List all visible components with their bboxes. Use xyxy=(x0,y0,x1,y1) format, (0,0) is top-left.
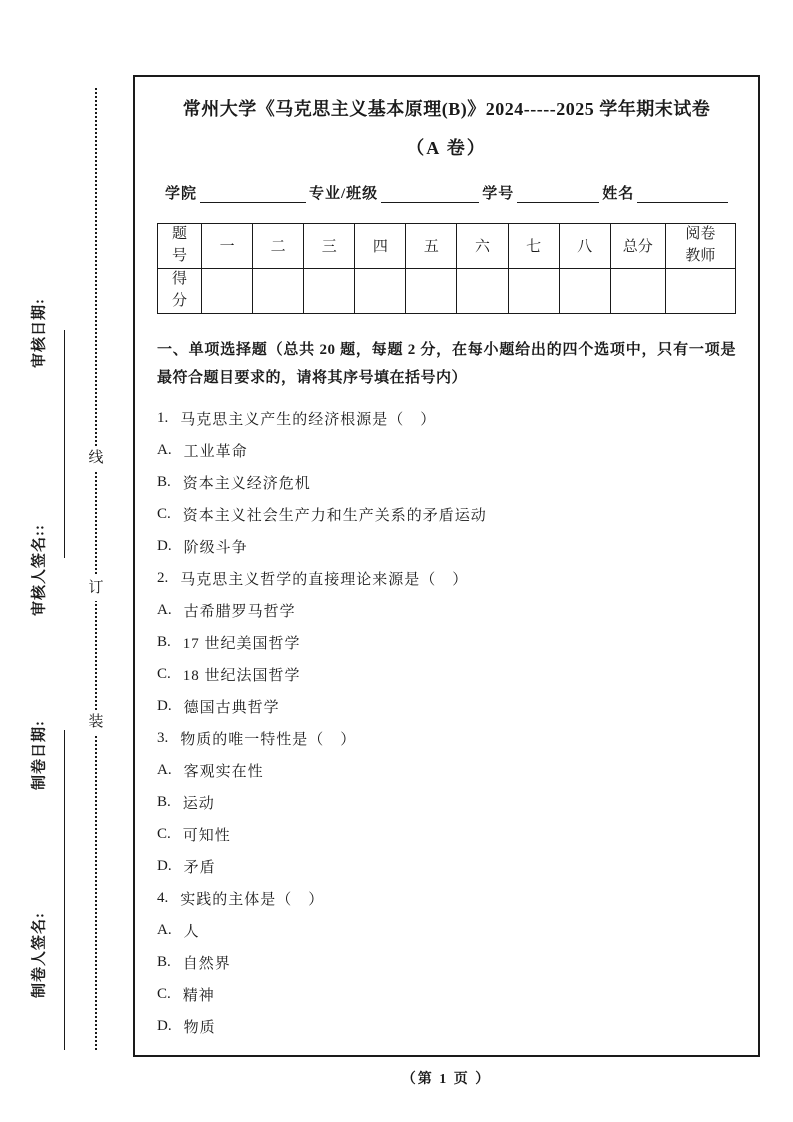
question-option xyxy=(157,851,736,883)
exam-paper xyxy=(133,75,760,1057)
option-label: A. xyxy=(157,602,172,619)
score-row-label: 得分 xyxy=(172,271,188,309)
option-label: D. xyxy=(157,698,172,715)
question-text: 马克思主义哲学的直接理论来源是（ ） xyxy=(180,572,469,589)
question-option xyxy=(157,819,736,851)
question-option xyxy=(157,1011,736,1043)
margin-label-making-date: 制卷日期: xyxy=(31,720,48,790)
grader-header-cell xyxy=(665,223,735,268)
margin-label-maker-signature: 制卷人签名: xyxy=(31,912,48,998)
question-number-header-label: 题号 xyxy=(172,226,188,264)
option-text: 资本主义经济危机 xyxy=(182,476,311,493)
question-option xyxy=(157,691,736,723)
score-cell xyxy=(304,268,355,313)
score-cell xyxy=(253,268,304,313)
signature-line xyxy=(64,330,65,558)
question-option xyxy=(157,595,736,627)
major-class-blank xyxy=(381,183,479,203)
option-label: D. xyxy=(157,538,172,555)
question-option xyxy=(157,947,736,979)
name-label: 姓名 xyxy=(602,185,635,202)
score-table-col-header: 四 xyxy=(355,223,406,268)
option-text: 17 世纪美国哲学 xyxy=(182,636,301,653)
question-option xyxy=(157,531,736,563)
question-option xyxy=(157,467,736,499)
question-option xyxy=(157,627,736,659)
score-table-col-header: 五 xyxy=(406,223,457,268)
option-label: B. xyxy=(157,474,171,491)
margin-label-review-date: 审核日期: xyxy=(31,298,48,368)
question-option xyxy=(157,755,736,787)
option-text: 运动 xyxy=(182,796,215,813)
question-number: 1. xyxy=(157,410,169,427)
question-option xyxy=(157,435,736,467)
section-instructions: 一、单项选择题（总共 20 题，每题 2 分，在每小题给出的四个选项中，只有一项是最符合题目要求的，请将其序号填在括号内） xyxy=(157,341,736,387)
binding-char-bind: 装 xyxy=(87,710,104,735)
option-label: C. xyxy=(157,826,171,843)
margin-label-reviewer-signature: 审核人签名:: xyxy=(31,524,48,616)
question-text: 物质的唯一特性是（ ） xyxy=(180,732,357,749)
option-label: A. xyxy=(157,442,172,459)
binding-char-line: 线 xyxy=(87,446,104,471)
option-label: C. xyxy=(157,986,171,1003)
option-text: 18 世纪法国哲学 xyxy=(182,668,301,685)
question-stem xyxy=(157,403,736,435)
score-cell xyxy=(202,268,253,313)
major-class-label: 专业/班级 xyxy=(309,185,379,202)
score-table-col-header: 总分 xyxy=(610,223,665,268)
score-cell xyxy=(355,268,406,313)
score-table xyxy=(157,223,736,314)
option-text: 精神 xyxy=(182,988,215,1005)
score-cell xyxy=(457,268,508,313)
option-label: B. xyxy=(157,794,171,811)
option-text: 阶级斗争 xyxy=(183,540,248,557)
score-table-header-row xyxy=(158,223,736,268)
option-label: A. xyxy=(157,762,172,779)
option-text: 资本主义社会生产力和生产关系的矛盾运动 xyxy=(182,508,487,525)
score-table-col-header: 三 xyxy=(304,223,355,268)
question-stem xyxy=(157,883,736,915)
question-option xyxy=(157,979,736,1011)
questions-list xyxy=(157,403,736,1043)
option-text: 可知性 xyxy=(182,828,231,845)
option-label: C. xyxy=(157,506,171,523)
exam-paper-type: （A 卷） xyxy=(406,137,487,158)
grader-label: 阅卷教师 xyxy=(685,226,716,264)
question-stem xyxy=(157,563,736,595)
option-text: 古希腊罗马哲学 xyxy=(183,604,296,621)
question-option xyxy=(157,787,736,819)
option-label: D. xyxy=(157,1018,172,1035)
question-number-header-cell xyxy=(158,223,202,268)
score-table-col-header: 二 xyxy=(253,223,304,268)
college-label: 学院 xyxy=(165,185,198,202)
student-info-row xyxy=(157,182,736,203)
option-text: 矛盾 xyxy=(183,860,216,877)
question-text: 实践的主体是（ ） xyxy=(180,892,325,909)
score-table-col-header: 一 xyxy=(202,223,253,268)
option-label: B. xyxy=(157,634,171,651)
option-label: C. xyxy=(157,666,171,683)
college-blank xyxy=(200,183,306,203)
score-row-label-cell xyxy=(158,268,202,313)
score-table-col-header: 六 xyxy=(457,223,508,268)
grader-score-cell xyxy=(665,268,735,313)
question-option xyxy=(157,499,736,531)
option-label: B. xyxy=(157,954,171,971)
binding-char-staple: 订 xyxy=(87,576,104,601)
name-blank xyxy=(637,183,728,203)
score-cell xyxy=(610,268,665,313)
question-number: 2. xyxy=(157,570,169,587)
option-text: 工业革命 xyxy=(183,444,248,461)
score-table-score-row xyxy=(158,268,736,313)
binding-dotted-line xyxy=(95,88,97,1050)
score-cell xyxy=(508,268,559,313)
option-text: 德国古典哲学 xyxy=(183,700,280,717)
question-number: 3. xyxy=(157,730,169,747)
question-text: 马克思主义产生的经济根源是（ ） xyxy=(180,412,437,429)
option-label: A. xyxy=(157,922,172,939)
score-cell xyxy=(406,268,457,313)
question-number: 4. xyxy=(157,890,169,907)
exam-title: 常州大学《马克思主义基本原理(B)》2024-----2025 学年期末试卷 xyxy=(182,99,711,119)
signature-line xyxy=(64,730,65,1050)
question-option xyxy=(157,659,736,691)
score-table-col-header: 八 xyxy=(559,223,610,268)
option-label: D. xyxy=(157,858,172,875)
question-stem xyxy=(157,723,736,755)
score-cell xyxy=(559,268,610,313)
page-number: （第 1 页 ） xyxy=(401,1072,492,1087)
option-text: 人 xyxy=(183,924,200,941)
score-table-col-header: 七 xyxy=(508,223,559,268)
student-id-blank xyxy=(517,183,599,203)
option-text: 物质 xyxy=(183,1020,216,1037)
option-text: 客观实在性 xyxy=(183,764,264,781)
question-option xyxy=(157,915,736,947)
student-id-label: 学号 xyxy=(482,185,515,202)
option-text: 自然界 xyxy=(182,956,231,973)
